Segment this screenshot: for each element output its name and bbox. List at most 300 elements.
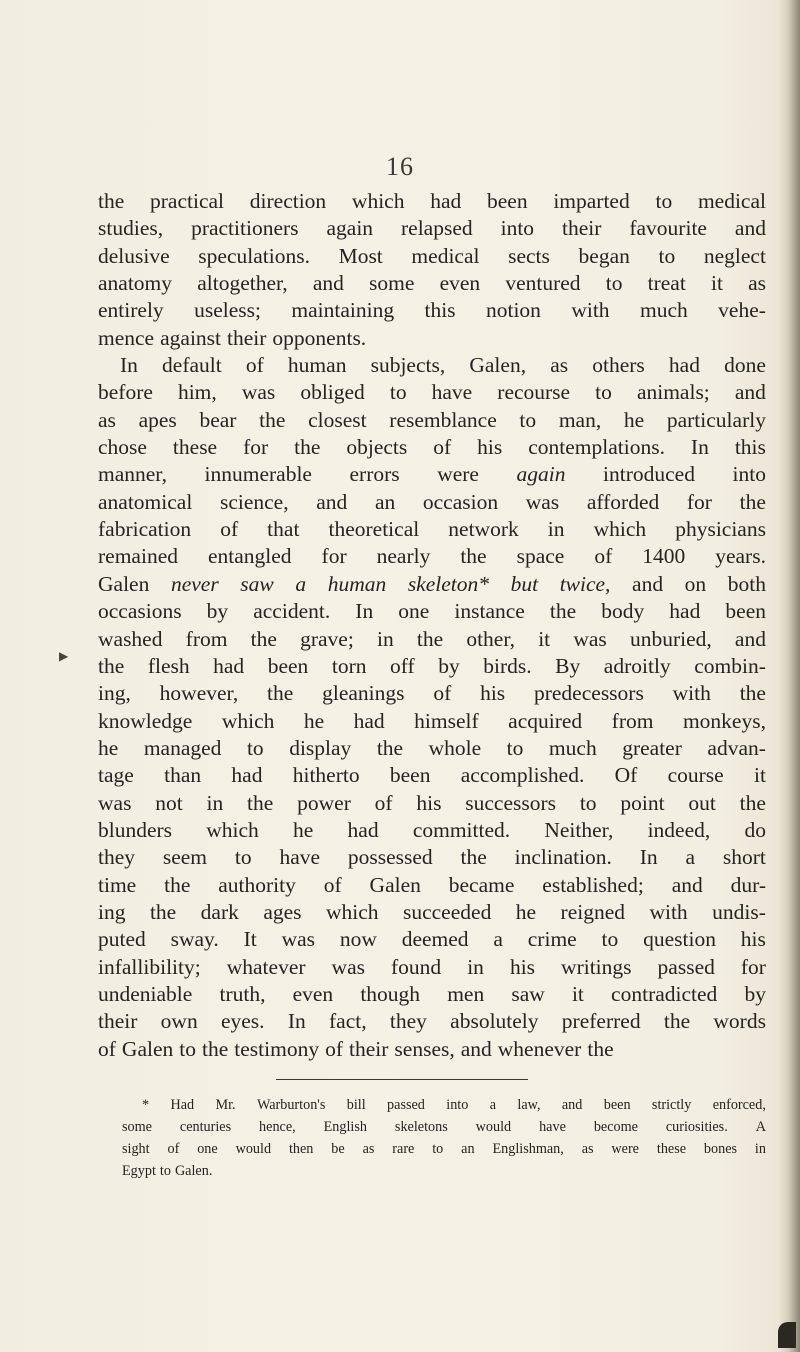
word: had	[347, 817, 379, 842]
text-line	[98, 270, 766, 297]
footnote-word: into	[446, 1097, 469, 1113]
word: advan-	[707, 735, 766, 760]
text-line	[98, 844, 766, 871]
text-line	[98, 735, 766, 762]
word: and	[734, 626, 766, 651]
word: of	[433, 435, 452, 460]
word: unburied,	[629, 626, 712, 651]
word: with	[649, 899, 688, 924]
word: senses,	[394, 1036, 455, 1061]
word: this	[424, 298, 456, 323]
word: nearly	[376, 544, 431, 569]
footnote-word: and	[561, 1097, 583, 1113]
word: of	[245, 353, 264, 378]
text-line	[98, 407, 766, 434]
text-line	[98, 1036, 766, 1063]
word: 1400	[642, 544, 686, 569]
word: which	[206, 817, 259, 842]
page-corner-mark	[778, 1322, 796, 1348]
footnote-rule	[276, 1079, 528, 1080]
word: acquired	[508, 708, 583, 733]
word: managed	[143, 735, 222, 760]
word: to	[389, 380, 407, 405]
word: of	[98, 1036, 116, 1061]
word: had	[231, 763, 263, 788]
word: to	[605, 271, 623, 296]
word: the	[376, 735, 404, 760]
word: his	[509, 954, 536, 979]
word: their	[349, 1036, 389, 1061]
word: hitherto	[292, 763, 360, 788]
footnote-word: Warburton's	[256, 1097, 326, 1113]
word: as	[748, 271, 766, 296]
word: delusive	[98, 243, 170, 268]
word: vehe-	[718, 298, 766, 323]
word: one	[398, 599, 430, 624]
word: and	[671, 872, 703, 897]
word: much	[639, 298, 688, 323]
word: not	[155, 790, 183, 815]
word: closest	[308, 407, 367, 432]
footnote-word: to	[159, 1163, 171, 1179]
word: had	[669, 599, 701, 624]
word: he	[623, 407, 645, 432]
word: which	[221, 708, 275, 733]
word: the	[149, 899, 177, 924]
word: do	[744, 817, 766, 842]
word: Of	[614, 763, 638, 788]
word: the	[460, 544, 487, 569]
word: truth,	[219, 981, 266, 1006]
word: ages	[263, 899, 302, 924]
word: his	[477, 435, 503, 460]
word: successors	[465, 790, 557, 815]
word: tage	[98, 763, 134, 788]
footnote-word: were	[611, 1141, 639, 1157]
word: from	[185, 626, 228, 651]
word: men	[447, 981, 485, 1006]
word: Galen	[121, 1036, 174, 1061]
word: some	[369, 271, 415, 296]
text-line	[98, 762, 766, 789]
word: which	[593, 517, 647, 542]
word: again	[326, 216, 374, 241]
footnote-word: then	[288, 1141, 314, 1157]
word: established;	[542, 872, 644, 897]
word: was	[331, 954, 365, 979]
text-line	[98, 954, 766, 981]
word: it	[538, 626, 551, 651]
body-text	[98, 188, 766, 1063]
word: they	[389, 1009, 427, 1034]
word: was	[241, 380, 276, 405]
word: default	[162, 353, 222, 378]
word: instance	[454, 599, 525, 624]
footnote-word: been	[603, 1097, 631, 1113]
word: inclination.	[514, 845, 612, 870]
word: body	[601, 599, 645, 624]
text-line	[98, 434, 766, 461]
word: been	[389, 763, 431, 788]
footnote-word: would	[475, 1119, 512, 1135]
word: himself	[414, 708, 479, 733]
word: puted	[98, 927, 146, 952]
word: In	[355, 599, 374, 624]
word: of	[594, 544, 613, 569]
word: a	[493, 927, 503, 952]
text-line	[98, 215, 766, 242]
word: accomplished.	[460, 763, 585, 788]
word: bear	[199, 407, 237, 432]
word: recourse	[497, 380, 571, 405]
word: the	[98, 189, 125, 213]
word: an	[374, 489, 396, 514]
text-line	[98, 489, 766, 516]
word: notion	[485, 298, 541, 323]
word: adroitly	[603, 653, 671, 678]
word: out	[688, 790, 716, 815]
word: accident.	[253, 599, 331, 624]
word: sway.	[170, 927, 219, 952]
word: the	[164, 872, 191, 897]
word: which	[351, 189, 405, 213]
word: question	[643, 927, 716, 952]
footnote-line	[122, 1116, 766, 1138]
word: and	[734, 216, 766, 241]
footnote-word: to	[432, 1141, 444, 1157]
footnote-word: curiosities.	[665, 1119, 728, 1135]
word: indeed,	[647, 817, 711, 842]
word: altogether,	[197, 271, 288, 296]
word: a	[295, 571, 307, 596]
text-line	[98, 543, 766, 570]
word: had	[668, 353, 700, 378]
word: errors	[349, 462, 400, 487]
footnote-line	[122, 1094, 766, 1116]
footnote-word: be	[331, 1141, 345, 1157]
word: their	[562, 216, 602, 241]
word: and	[734, 380, 766, 405]
word: relapsed	[401, 216, 473, 241]
word: undis-	[712, 899, 766, 924]
text-line	[98, 899, 766, 926]
word: and	[312, 271, 344, 296]
word: became	[448, 872, 515, 897]
word: even	[292, 981, 334, 1006]
word: to	[655, 189, 673, 213]
word: maintaining	[291, 298, 395, 323]
footnote-word: as	[362, 1141, 375, 1157]
word: knowledge	[98, 708, 193, 733]
word: of	[323, 872, 342, 897]
word: By	[555, 653, 581, 678]
word: of	[374, 790, 393, 815]
word: network	[448, 517, 519, 542]
word: now	[339, 927, 377, 952]
word: flesh	[147, 653, 190, 678]
footnote-word: an	[461, 1141, 475, 1157]
word: Galen,	[469, 353, 527, 378]
word: to	[506, 735, 524, 760]
footnote-word: A	[755, 1119, 766, 1135]
word: human	[287, 353, 347, 378]
word: the	[98, 653, 125, 678]
word: space	[516, 544, 565, 569]
word: fabrication	[98, 517, 192, 542]
word: favourite	[629, 216, 707, 241]
text-line	[98, 516, 766, 543]
word: his	[416, 790, 442, 815]
word: and	[460, 1036, 492, 1061]
text-line	[98, 626, 766, 653]
word: for	[321, 544, 347, 569]
text-line	[98, 680, 766, 707]
word: both	[727, 571, 766, 596]
word: power	[297, 790, 351, 815]
word: whatever	[226, 954, 306, 979]
text-line	[98, 708, 766, 735]
word: animals;	[636, 380, 710, 405]
word: to	[246, 735, 264, 760]
word: practical	[150, 189, 225, 213]
word: preferred	[561, 1009, 641, 1034]
word: the	[739, 790, 766, 815]
word: reigned	[560, 899, 625, 924]
footnote-word: one	[197, 1141, 218, 1157]
word: predecessors	[533, 681, 644, 706]
word: skeleton*	[407, 571, 490, 596]
word: and	[316, 489, 348, 514]
word: from	[611, 708, 654, 733]
footnote-word: of	[167, 1141, 180, 1157]
word: the	[250, 626, 277, 651]
footnote-word: some	[122, 1119, 152, 1135]
page-edge-shadow	[778, 0, 800, 1352]
footnote-word: sight	[122, 1141, 150, 1157]
word: was	[573, 626, 607, 651]
margin-arrow-icon: ▶	[59, 649, 69, 663]
word: for	[686, 489, 712, 514]
word: even	[439, 271, 481, 296]
word: remained	[98, 544, 178, 569]
text-line	[98, 653, 766, 680]
word: years.	[715, 544, 766, 569]
word: of	[433, 681, 452, 706]
word: washed	[98, 626, 163, 651]
word: been	[267, 653, 309, 678]
footnote-line	[122, 1160, 766, 1182]
text-line	[98, 461, 766, 488]
word: the	[259, 407, 286, 432]
word: dur-	[730, 872, 766, 897]
word: time	[98, 872, 137, 897]
word: but	[510, 571, 539, 596]
word: for	[740, 954, 766, 979]
word: saw	[511, 981, 545, 1006]
word: to	[658, 243, 676, 268]
word: resemblance	[389, 407, 497, 432]
word: authority	[218, 872, 296, 897]
footnote-word: a	[489, 1097, 497, 1113]
word: the	[202, 1036, 229, 1061]
word: to	[601, 927, 619, 952]
word: crime	[527, 927, 577, 952]
word: entirely	[98, 298, 164, 323]
word: by	[438, 653, 460, 678]
word: their	[227, 325, 267, 350]
word: have	[431, 380, 473, 405]
footnote-word: become	[593, 1119, 638, 1135]
word: neglect	[703, 243, 766, 268]
word: others	[592, 353, 645, 378]
word: apes	[138, 407, 177, 432]
word: afforded	[586, 489, 660, 514]
word: for	[243, 435, 269, 460]
word: display	[289, 735, 352, 760]
word: it	[571, 981, 584, 1006]
word: had	[353, 708, 385, 733]
word: to	[579, 790, 597, 815]
word: medical	[697, 189, 766, 213]
word: the	[549, 599, 577, 624]
word: in	[467, 954, 484, 979]
footnote-word: *	[142, 1097, 150, 1113]
word: again	[516, 462, 566, 487]
word: medical	[411, 243, 480, 268]
footnote-line	[122, 1138, 766, 1160]
word: it	[710, 271, 723, 296]
word: particularly	[666, 407, 766, 432]
word: his	[480, 681, 506, 706]
footnote-word: these	[656, 1141, 687, 1157]
word: had	[213, 653, 245, 678]
footnote-word: enforced,	[712, 1097, 766, 1113]
text-line	[98, 379, 766, 406]
word: direction	[249, 189, 327, 213]
word: Galen	[369, 872, 421, 897]
word: writings	[561, 954, 632, 979]
word: Most	[338, 243, 383, 268]
word: had	[430, 189, 462, 213]
word: the	[739, 489, 766, 514]
word: twice,	[559, 571, 611, 596]
word: in	[206, 790, 224, 815]
word: In	[120, 353, 138, 378]
word: possessed	[347, 845, 433, 870]
word: deemed	[401, 927, 469, 952]
word: fact,	[329, 1009, 367, 1034]
word: was	[525, 489, 560, 514]
word: other,	[466, 626, 516, 651]
footnote-word: would	[235, 1141, 272, 1157]
footnote-word: passed	[387, 1097, 425, 1113]
word: infallibility;	[98, 954, 201, 979]
footnote-word: rare	[392, 1141, 415, 1157]
word: speculations.	[198, 243, 310, 268]
word: he	[515, 899, 537, 924]
word: own	[160, 1009, 198, 1034]
word: him,	[177, 380, 217, 405]
word: entangled	[207, 544, 292, 569]
word: chose	[98, 435, 147, 460]
word: anatomy	[98, 271, 173, 296]
word: dark	[200, 899, 239, 924]
word: anatomical	[98, 489, 193, 514]
word: testimony	[234, 1036, 320, 1061]
word: birds.	[483, 653, 532, 678]
word: innumerable	[204, 462, 312, 487]
word: passed	[657, 954, 715, 979]
word: monkeys,	[682, 708, 766, 733]
word: been	[486, 189, 528, 213]
word: however,	[159, 681, 239, 706]
word: blunders	[98, 817, 173, 842]
word: short	[722, 845, 766, 870]
footnote-word: Galen.	[174, 1163, 213, 1179]
word: succeeded	[402, 899, 492, 924]
word: were	[437, 462, 479, 487]
text-line	[98, 297, 766, 324]
text-line	[98, 1008, 766, 1035]
word: the	[267, 681, 294, 706]
text-line	[98, 571, 766, 598]
word: gleanings	[322, 681, 405, 706]
word: to	[595, 380, 612, 405]
footnote-word: Mr.	[215, 1097, 236, 1113]
word: treat	[647, 271, 686, 296]
footnote-word: Englishman,	[492, 1141, 564, 1157]
word: words	[713, 1009, 766, 1034]
word: subjects,	[370, 353, 446, 378]
word: with	[571, 298, 610, 323]
word: It	[243, 927, 257, 952]
text-line	[98, 926, 766, 953]
word: introduced	[603, 462, 695, 487]
word: by	[744, 981, 766, 1006]
word: absolutely	[450, 1009, 539, 1034]
word: as	[550, 353, 569, 378]
word: saw	[240, 571, 274, 596]
text-line	[98, 790, 766, 817]
word: he	[293, 817, 314, 842]
footnote-word: hence,	[259, 1119, 296, 1135]
footnote-word: bill	[346, 1097, 366, 1113]
word: theoretical	[328, 517, 420, 542]
word: imparted	[553, 189, 630, 213]
word: Neither,	[544, 817, 614, 842]
footnote-word: as	[581, 1141, 594, 1157]
word: in	[547, 517, 565, 542]
text-line	[98, 243, 766, 270]
word: though	[360, 981, 421, 1006]
footnote-word: in	[754, 1141, 766, 1157]
text-line	[98, 598, 766, 625]
word: to	[234, 845, 252, 870]
word: the	[416, 626, 444, 651]
word: committed.	[412, 817, 511, 842]
word: in	[376, 626, 394, 651]
word: he	[98, 735, 119, 760]
word: this	[734, 435, 766, 460]
word: have	[279, 845, 321, 870]
word: greater	[622, 735, 682, 760]
word: the	[587, 1036, 614, 1061]
word: ventured	[505, 271, 581, 296]
word: contemplations.	[528, 435, 665, 460]
word: much	[548, 735, 597, 760]
word: on	[684, 571, 707, 596]
word: human	[327, 571, 387, 596]
